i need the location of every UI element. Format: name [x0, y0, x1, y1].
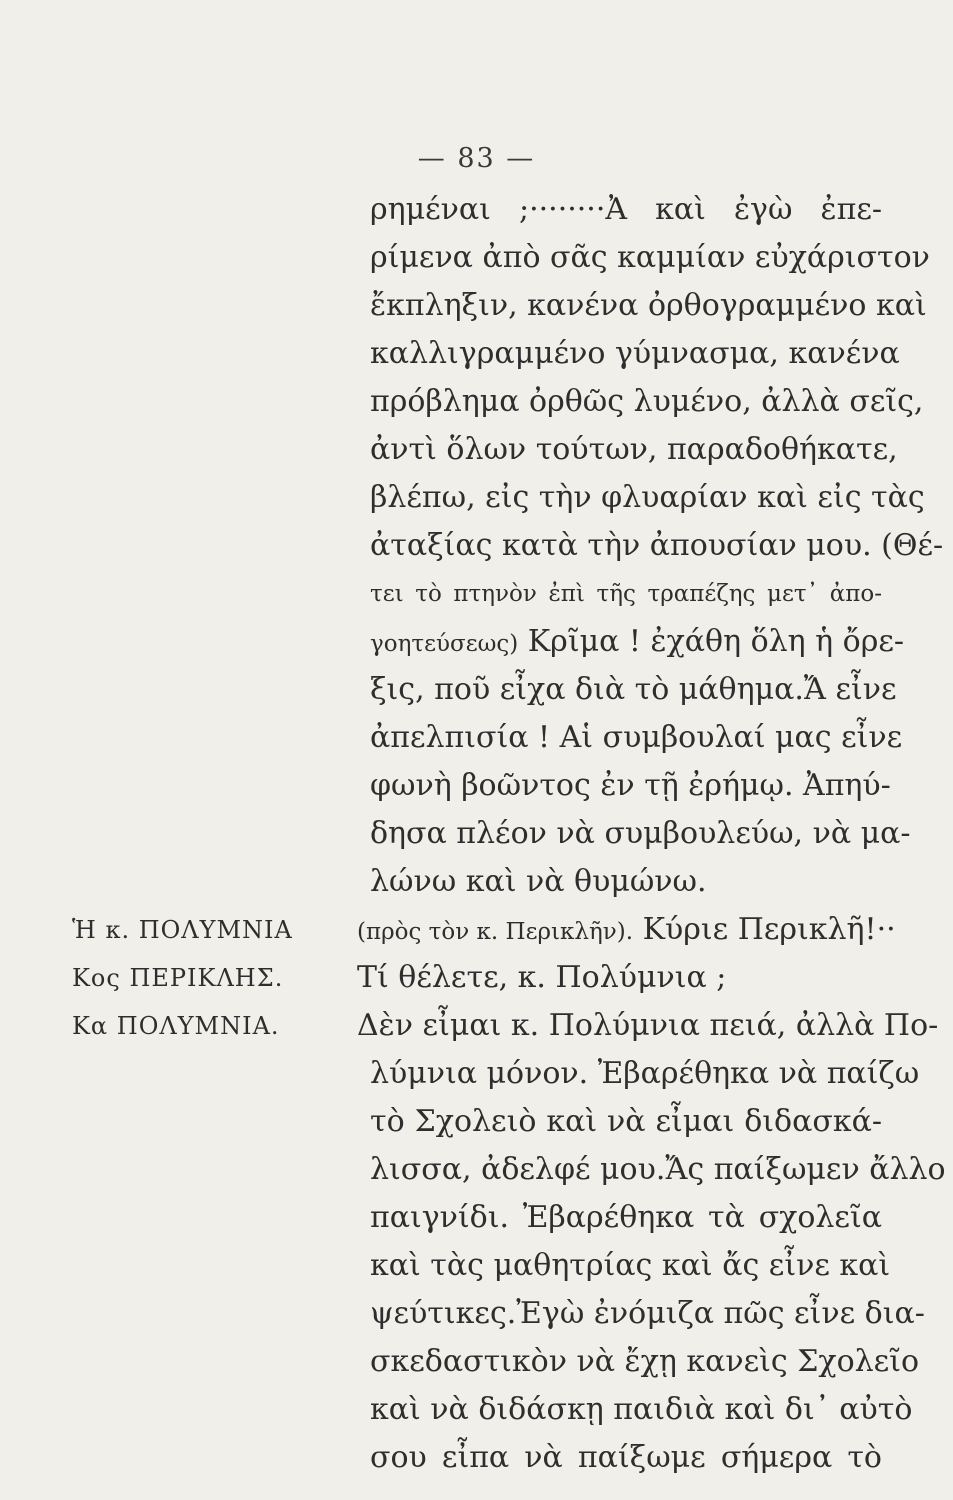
dialogue-line: ψεύτικες.Ἐγὼ ἐνόμιζα πῶς εἶνε δια- — [370, 1296, 925, 1331]
speech-text: Κρῖμα ! ἐχάθη ὅλη ἡ ὄρε- — [518, 624, 905, 659]
text-line: ξις, ποῦ εἶχα διὰ τὸ μάθημα.Ἄ εἶνε — [370, 672, 897, 707]
text-line: λώνω καὶ νὰ θυμώνω. — [370, 864, 707, 899]
stage-direction: (πρὸς τὸν κ. Περικλῆν). — [357, 919, 634, 945]
text-line: ρημέναι ;········Ἀ καὶ ἐγὼ ἐπε- — [370, 192, 882, 227]
text-line: πρόβλημα ὀρθῶς λυμένο, ἀλλὰ σεῖς, — [370, 384, 924, 419]
text-line: ἀντὶ ὅλων τούτων, παραδοθήκατε, — [370, 432, 898, 467]
dialogue-line — [357, 912, 896, 950]
text-line — [370, 624, 905, 662]
text-line: βλέπω, εἰς τὴν φλυαρίαν καὶ εἰς τὰς — [370, 480, 925, 515]
stage-direction: τει τὸ πτηνὸν ἐπὶ τῆς τραπέζης μετ᾽ ἀπο- — [370, 581, 882, 607]
speaker-name: Ἡ κ. ΠΟΛΥΜΝΙΑ — [72, 916, 293, 944]
dialogue-line: λισσα, ἀδελφέ μου.Ἄς παίξωμεν ἄλλο — [370, 1152, 946, 1187]
dialogue-line: Τί θέλετε, κ. Πολύμνια ; — [357, 960, 727, 995]
text-line: ρίμενα ἀπὸ σᾶς καμμίαν εὐχάριστον — [370, 240, 930, 275]
dialogue-line: λύμνια μόνον. Ἐβαρέθηκα νὰ παίζω — [370, 1056, 920, 1091]
text-line: καλλιγραμμένο γύμνασμα, κανένα — [370, 336, 900, 371]
dialogue-line: καὶ νὰ διδάσκῃ παιδιὰ καὶ δι᾽ αὐτὸ — [370, 1392, 913, 1427]
page-number: — 83 — — [417, 143, 536, 174]
dialogue-line: σκεδαστικὸν νὰ ἔχῃ κανεὶς Σχολεῖο — [370, 1344, 920, 1379]
dialogue-line: παιγνίδι. Ἐβαρέθηκα τὰ σχολεῖα — [370, 1200, 882, 1235]
text-line: ἔκπληξιν, κανένα ὀρθογραμμένο καὶ — [370, 288, 927, 323]
dialogue-line: τὸ Σχολειὸ καὶ νὰ εἶμαι διδασκά- — [370, 1104, 882, 1139]
dialogue-line: σου εἶπα νὰ παίξωμε σήμερα τὸ — [370, 1440, 882, 1475]
text-line: φωνὴ βοῶντος ἐν τῇ ἐρήμῳ. Ἀπηύ- — [370, 768, 891, 803]
speech-text: Κύριε Περικλῆ!·· — [633, 912, 896, 947]
dialogue-line: καὶ τὰς μαθητρίας καὶ ἄς εἶνε καὶ — [370, 1248, 891, 1283]
speaker-name: Κος ΠΕΡΙΚΛΗΣ. — [72, 964, 284, 992]
text-line: ἀταξίας κατὰ τὴν ἀπουσίαν μου. (Θέ- — [370, 528, 944, 563]
dialogue-line: Δὲν εἶμαι κ. Πολύμνια πειά, ἀλλὰ Πο- — [357, 1008, 939, 1043]
text-line: δησα πλέον νὰ συμβουλεύω, νὰ μα- — [370, 816, 911, 851]
speaker-name: Κα ΠΟΛΥΜΝΙΑ. — [72, 1012, 280, 1040]
text-line: ἀπελπισία ! Αἱ συμβουλαί μας εἶνε — [370, 720, 903, 755]
stage-direction: γοητεύσεως) — [370, 631, 519, 657]
